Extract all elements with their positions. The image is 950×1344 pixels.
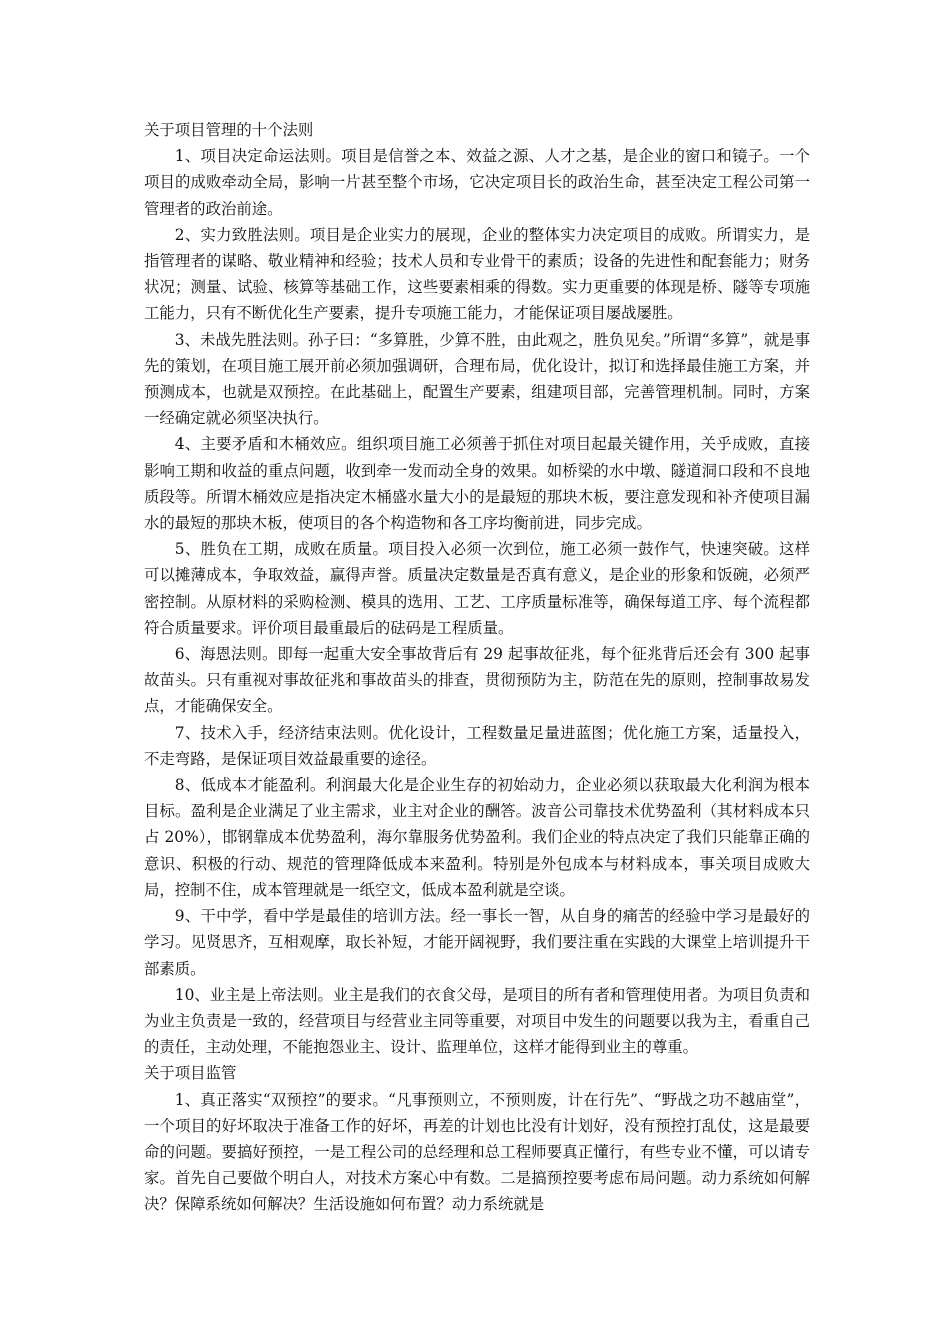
rule-4-paragraph: 4、主要矛盾和木桶效应。组织项目施工必须善于抓住对项目起最关键作用，关乎成败，直接影响工期和收益的重点问题，收到牵一发而动全身的效果。如桥梁的水中墩、隧道洞口段和不良地质段等。所谓木桶效应是指决定木桶盛水量大小的是最短的那块木板，要注意发现和补齐使项目漏水的最短的那块木板，使项目的各个构造物和各工序均衡前进，同步完成。 <box>144 435 810 533</box>
rule-8-paragraph: 8、低成本才能盈利。利润最大化是企业生存的初始动力，企业必须以获取最大化利润为根本目标。盈利是企业满足了业主需求，业主对企业的酬答。波音公司靠技术优势盈利（其材料成本只占 20%），邯钢靠成本优势盈利，海尔靠服务优势盈利。我们企业的特点决定了我们只能靠正确的意识、积极的行动、规范的管理降低成本来盈利。特别是外包成本与材料成本，事关项目成败大局，控制不住，成本管理就是一纸空文，低成本盈利就是空谈。 <box>144 776 810 899</box>
rule-9-paragraph: 9、干中学，看中学是最佳的培训方法。经一事长一智，从自身的痛苦的经验中学习是最好的学习。见贤思齐，互相观摩，取长补短，才能开阔视野，我们要注重在实践的大课堂上培训提升干部素质。 <box>144 907 810 978</box>
rule-6-paragraph: 6、海恩法则。即每一起重大安全事故背后有 29 起事故征兆，每个征兆背后还会有 300 起事故苗头。只有重视对事故征兆和事故苗头的排查，贯彻预防为主，防范在先的原则，控制事故易发点，才能确保安全。 <box>144 645 810 716</box>
rule-3-paragraph: 3、未战先胜法则。孙子曰：“多算胜，少算不胜，由此观之，胜负见矣。”所谓“多算”，就是事先的策划，在项目施工展开前必须加强调研，合理布局，优化设计，拟订和选择最佳施工方案，并预测成本，也就是双预控。在此基础上，配置生产要素，组建项目部，完善管理机制。同时，方案一经确定就必须坚决执行。 <box>144 330 810 428</box>
document-page <box>144 117 810 1218</box>
rule-7-paragraph: 7、技术入手，经济结束法则。优化设计，工程数量足量进蓝图；优化施工方案，适量投入，不走弯路，是保证项目效益最重要的途径。 <box>144 723 810 768</box>
rule-10-paragraph: 10、业主是上帝法则。业主是我们的衣食父母，是项目的所有者和管理使用者。为项目负责和为业主负责是一致的，经营项目与经营业主同等重要，对项目中发生的问题要以我为主，看重自己的责任，主动处理，不能抱怨业主、设计、监理单位，这样才能得到业主的尊重。 <box>144 985 811 1057</box>
section-title-project-rules: 关于项目管理的十个法则 <box>144 121 314 139</box>
supervision-1-paragraph: 1、真正落实“双预控”的要求。“凡事预则立，不预则废，计在行先”、“野战之功不越庙堂”，一个项目的好坏取决于准备工作的好坏，再差的计划也比没有计划好，没有预控打乱仗，这是最要命的问题。要搞好预控，一是工程公司的总经理和总工程师要真正懂行，有些专业不懂，可以请专家。首先自己要做个明白人，对技术方案心中有数。二是搞预控要考虑布局问题。动力系统如何解决？保障系统如何解决？生活设施如何布置？动力系统就是 <box>144 1090 810 1214</box>
section-title-project-supervision: 关于项目监管 <box>144 1064 237 1083</box>
rule-5-paragraph: 5、胜负在工期，成败在质量。项目投入必须一次到位，施工必须一鼓作气，快速突破。这样可以摊薄成本，争取效益，赢得声誉。质量决定数量是否真有意义，是企业的形象和饭碗，必须严密控制。从原材料的采购检测、模具的选用、工艺、工序质量标准等，确保每道工序、每个流程都符合质量要求。评价项目最重最后的砝码是工程质量。 <box>144 540 810 637</box>
rule-1-paragraph: 1、项目决定命运法则。项目是信誉之本、效益之源、人才之基，是企业的窗口和镜子。一个项目的成败牵动全局，影响一片甚至整个市场，它决定项目长的政治生命，甚至决定工程公司第一管理者的政治前途。 <box>144 147 810 218</box>
rule-2-paragraph: 2、实力致胜法则。项目是企业实力的展现，企业的整体实力决定项目的成败。所谓实力，是指管理者的谋略、敬业精神和经验；技术人员和专业骨干的素质；设备的先进性和配套能力；财务状况；测量、试验、核算等基础工作，这些要素相乘的得数。实力更重要的体现是桥、隧等专项施工能力，只有不断优化生产要素，提升专项施工能力，才能保证项目屡战屡胜。 <box>144 225 810 323</box>
